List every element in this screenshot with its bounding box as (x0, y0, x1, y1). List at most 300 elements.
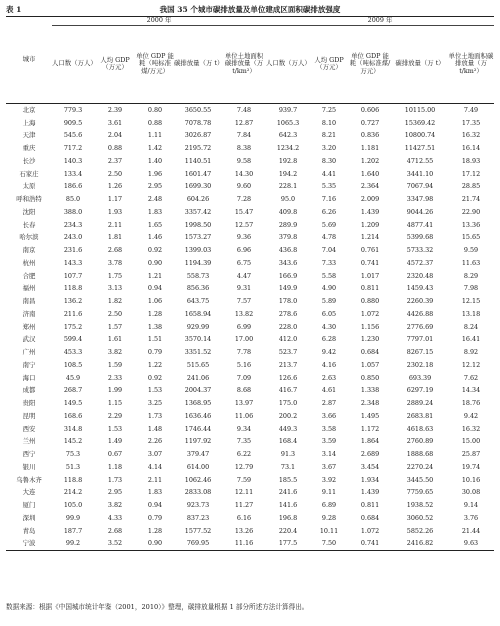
cell-value: 143.3 (63, 258, 83, 267)
cell-value: 1.75 (107, 271, 123, 280)
cell-value: 9.36 (236, 233, 252, 242)
cell-value: 3.67 (321, 462, 337, 471)
cell-value: 1.53 (107, 424, 123, 433)
cell-value: 3.13 (107, 284, 123, 293)
cell-value: 2.348 (360, 399, 380, 408)
cell-value: 51.3 (65, 462, 81, 471)
cell-value: 1.73 (107, 475, 123, 484)
cell-value: 14.30 (234, 169, 254, 178)
cell-value: 241.06 (186, 373, 210, 382)
cell-value: 379.8 (278, 233, 298, 242)
cell-value: 166.9 (278, 271, 298, 280)
table-row (6, 103, 494, 116)
cell-value: 15369.42 (404, 118, 436, 127)
cell-value: 12.79 (234, 462, 254, 471)
cell-value: 1.181 (360, 144, 380, 153)
cell-value: 7.49 (463, 105, 479, 114)
cell-value: 7.48 (236, 105, 252, 114)
cell-city: 南京 (22, 246, 36, 255)
cell-value: 3351.52 (184, 348, 212, 357)
table-title: 我国 35 个城市碳排放量及单位建成区面积碳排放强度 (159, 5, 341, 14)
table-row (6, 537, 494, 550)
cell-value: 1.48 (147, 424, 163, 433)
cell-value: 168.4 (278, 437, 298, 446)
col-header-gdp-2009: 人均 GDP（万元） (314, 55, 344, 72)
cell-city: 南宁 (22, 360, 36, 369)
cell-value: 1.017 (360, 271, 380, 280)
cell-value: 3.14 (321, 450, 337, 459)
table-row (6, 422, 494, 435)
cell-value: 7.25 (321, 105, 337, 114)
cell-value: 4.16 (321, 360, 337, 369)
cell-value: 15.47 (234, 207, 254, 216)
cell-value: 4712.55 (406, 156, 434, 165)
cell-value: 7078.78 (184, 118, 212, 127)
cell-city: 西安 (22, 424, 36, 433)
cell-value: 12.57 (234, 220, 254, 229)
cell-value: 0.761 (360, 246, 380, 255)
cell-value: 2.68 (107, 246, 123, 255)
cell-value: 21.44 (461, 526, 481, 535)
table-row (6, 435, 494, 448)
table-row (6, 410, 494, 423)
cell-value: 0.79 (147, 348, 163, 357)
cell-value: 449.3 (278, 424, 298, 433)
cell-value: 0.80 (147, 105, 163, 114)
cell-value: 1938.52 (406, 501, 434, 510)
cell-city: 呼和浩特 (16, 195, 42, 204)
cell-value: 6.75 (236, 258, 252, 267)
cell-value: 0.90 (147, 258, 163, 267)
cell-value: 16.41 (461, 335, 481, 344)
cell-value: 0.811 (360, 284, 380, 293)
cell-value: 1.59 (107, 360, 123, 369)
cell-value: 3026.87 (184, 131, 212, 140)
cell-value: 769.95 (186, 539, 210, 548)
cell-value: 1.15 (107, 399, 123, 408)
cell-value: 16.14 (461, 144, 481, 153)
cell-value: 5.16 (236, 360, 252, 369)
cell-value: 3650.55 (184, 105, 212, 114)
cell-value: 2.87 (321, 399, 337, 408)
cell-city: 西宁 (22, 450, 36, 459)
table-row (6, 282, 494, 295)
cell-value: 75.3 (65, 450, 81, 459)
cell-value: 4.90 (321, 284, 337, 293)
cell-value: 0.92 (147, 246, 163, 255)
col-header-intensity-2009: 单位土地面积碳排放量（万 t/km²） (448, 51, 494, 76)
cell-value: 453.3 (63, 348, 83, 357)
cell-value: 17.12 (461, 169, 481, 178)
table-row (6, 473, 494, 486)
cell-value: 28.85 (461, 182, 481, 191)
cell-value: 196.8 (278, 513, 298, 522)
cell-value: 1.96 (147, 169, 163, 178)
table-row (6, 448, 494, 461)
cell-value: 1194.39 (184, 258, 212, 267)
table-body (6, 103, 494, 550)
cell-value: 1062.46 (184, 475, 212, 484)
cell-value: 9044.26 (406, 207, 434, 216)
cell-value: 4.61 (321, 386, 337, 395)
cell-value: 3.61 (107, 118, 123, 127)
cell-city: 哈尔滨 (19, 233, 39, 242)
cell-value: 118.8 (63, 284, 83, 293)
cell-value: 1.439 (360, 207, 380, 216)
cell-value: 693.39 (408, 373, 432, 382)
cell-value: 436.8 (278, 246, 298, 255)
cell-value: 3060.52 (406, 513, 434, 522)
cell-city: 北京 (22, 105, 36, 114)
table-row (6, 116, 494, 129)
table-row (6, 155, 494, 168)
cell-value: 211.6 (63, 309, 83, 318)
cell-value: 1.072 (360, 526, 380, 535)
cell-value: 3.59 (321, 437, 337, 446)
cell-value: 234.3 (63, 220, 83, 229)
cell-value: 7.59 (236, 475, 252, 484)
cell-value: 105.0 (63, 501, 83, 510)
cell-city: 石家庄 (19, 169, 39, 178)
cell-value: 3.454 (360, 462, 380, 471)
cell-value: 278.6 (278, 309, 298, 318)
cell-value: 13.18 (461, 309, 481, 318)
cell-value: 8.30 (321, 156, 337, 165)
cell-value: 25.87 (461, 450, 481, 459)
cell-value: 186.6 (63, 182, 83, 191)
cell-value: 2.39 (107, 105, 123, 114)
cell-value: 3357.42 (184, 207, 212, 216)
cell-value: 140.3 (63, 156, 83, 165)
cell-value: 289.9 (278, 220, 298, 229)
cell-value: 923.73 (186, 501, 210, 510)
cell-value: 1.640 (360, 169, 380, 178)
cell-value: 1.42 (147, 144, 163, 153)
cell-value: 1.40 (147, 156, 163, 165)
cell-value: 1.057 (360, 360, 380, 369)
table-row (6, 308, 494, 321)
cell-value: 175.2 (63, 322, 83, 331)
cell-value: 3445.50 (406, 475, 434, 484)
cell-value: 9.14 (463, 501, 479, 510)
cell-value: 19.74 (461, 462, 481, 471)
cell-value: 7759.65 (406, 488, 434, 497)
cell-value: 545.6 (63, 131, 83, 140)
cell-value: 2.364 (360, 182, 380, 191)
cell-value: 149.5 (63, 399, 83, 408)
table-row (6, 486, 494, 499)
cell-value: 2.04 (107, 131, 123, 140)
cell-value: 91.3 (280, 450, 296, 459)
table-row (6, 142, 494, 155)
cell-value: 22.90 (461, 207, 481, 216)
cell-value: 99.2 (65, 539, 81, 548)
cell-value: 2.009 (360, 195, 380, 204)
cell-value: 17.35 (461, 118, 481, 127)
cell-value: 228.0 (278, 322, 298, 331)
cell-value: 5399.68 (406, 233, 434, 242)
cell-value: 7.16 (321, 195, 337, 204)
cell-value: 13.36 (461, 220, 481, 229)
cell-value: 8.24 (463, 322, 479, 331)
cell-value: 1.65 (147, 220, 163, 229)
cell-value: 2776.69 (406, 322, 434, 331)
cell-value: 6.26 (321, 207, 337, 216)
cell-value: 10.11 (319, 526, 339, 535)
cell-value: 929.99 (186, 322, 210, 331)
cell-city: 南昌 (22, 297, 36, 306)
cell-city: 合肥 (22, 271, 36, 280)
cell-city: 深圳 (22, 513, 36, 522)
cell-value: 1.21 (147, 271, 163, 280)
table-row (6, 524, 494, 537)
col-header-pop-2009: 人口数（万人） (266, 59, 311, 68)
cell-value: 2416.82 (406, 539, 434, 548)
cell-value: 2.48 (147, 195, 163, 204)
cell-value: 5.35 (321, 182, 337, 191)
cell-value: 837.23 (186, 513, 210, 522)
table-row (6, 499, 494, 512)
cell-value: 1998.50 (184, 220, 212, 229)
cell-value: 6.22 (236, 450, 252, 459)
table-row (6, 269, 494, 282)
table-row (6, 244, 494, 257)
cell-value: 1.73 (147, 411, 163, 420)
cell-value: 178.0 (278, 297, 298, 306)
cell-value: 2.11 (107, 220, 123, 229)
cell-value: 3441.10 (406, 169, 434, 178)
cell-value: 2.37 (107, 156, 123, 165)
cell-value: 2.95 (107, 488, 123, 497)
cell-value: 1.46 (147, 233, 163, 242)
cell-value: 187.7 (63, 526, 83, 535)
col-header-energy-2000: 单位 GDP 能耗（吨标准煤/万元） (136, 51, 174, 76)
table-row (6, 257, 494, 270)
cell-value: 939.7 (278, 105, 298, 114)
cell-value: 1.18 (107, 462, 123, 471)
cell-value: 13.97 (234, 399, 254, 408)
cell-value: 5.58 (321, 271, 337, 280)
cell-city: 重庆 (22, 144, 36, 153)
cell-value: 2.95 (147, 182, 163, 191)
cell-value: 4618.63 (406, 424, 434, 433)
cell-value: 7.28 (236, 195, 252, 204)
cell-city: 兰州 (22, 437, 36, 446)
cell-value: 643.75 (186, 297, 210, 306)
cell-city: 海口 (22, 373, 36, 382)
emissions-table (6, 16, 494, 551)
cell-value: 9.58 (236, 156, 252, 165)
cell-value: 2.50 (107, 309, 123, 318)
cell-value: 4.30 (321, 322, 337, 331)
table-row (6, 295, 494, 308)
cell-value: 7.35 (236, 437, 252, 446)
cell-value: 1399.03 (184, 246, 212, 255)
cell-value: 3.25 (147, 399, 163, 408)
cell-value: 1.26 (107, 182, 123, 191)
cell-city: 武汉 (22, 335, 36, 344)
cell-value: 7.57 (236, 297, 252, 306)
cell-value: 7.98 (463, 284, 479, 293)
cell-city: 昆明 (22, 411, 36, 420)
cell-city: 沈阳 (22, 207, 36, 216)
cell-city: 青岛 (22, 526, 36, 535)
cell-value: 1.22 (147, 360, 163, 369)
cell-value: 1.83 (147, 207, 163, 216)
cell-value: 1.82 (107, 297, 123, 306)
cell-value: 0.92 (147, 373, 163, 382)
cell-value: 11.27 (234, 501, 254, 510)
cell-value: 1699.30 (184, 182, 212, 191)
cell-value: 0.94 (147, 284, 163, 293)
table-header (6, 4, 494, 16)
cell-value: 2302.18 (406, 360, 434, 369)
cell-value: 388.0 (63, 207, 83, 216)
col-header-energy-2009: 单位 GDP 能耗（吨标准煤/万元） (349, 51, 391, 76)
cell-value: 0.850 (360, 373, 380, 382)
cell-value: 642.3 (278, 131, 298, 140)
cell-value: 1234.2 (276, 144, 300, 153)
cell-value: 9.42 (321, 348, 337, 357)
cell-value: 1065.3 (276, 118, 300, 127)
cell-value: 0.741 (360, 539, 380, 548)
cell-city: 太原 (22, 182, 36, 191)
cell-value: 6.16 (236, 513, 252, 522)
cell-value: 604.26 (186, 195, 210, 204)
cell-value: 7.62 (463, 373, 479, 382)
source-note: 数据来源：根据《中国城市统计年鉴（2001，2010）》整理，碳排放量根据 1 部分所述方法计算得出。 (6, 603, 309, 611)
col-header-carbon-2000: 碳排放量（万 t） (174, 59, 224, 68)
cell-value: 6.89 (321, 501, 337, 510)
cell-value: 177.5 (278, 539, 298, 548)
cell-value: 0.606 (360, 105, 380, 114)
cell-value: 1.172 (360, 424, 380, 433)
cell-value: 0.90 (147, 539, 163, 548)
cell-value: 18.76 (461, 399, 481, 408)
cell-value: 9.31 (236, 284, 252, 293)
cell-value: 4.14 (147, 462, 163, 471)
cell-value: 1.214 (360, 233, 380, 242)
cell-value: 3.52 (107, 539, 123, 548)
cell-city: 上海 (22, 118, 36, 127)
cell-value: 45.9 (65, 373, 81, 382)
table-row (6, 320, 494, 333)
cell-city: 厦门 (22, 501, 36, 510)
cell-value: 107.7 (63, 271, 83, 280)
cell-value: 14.34 (461, 386, 481, 395)
cell-value: 15.65 (461, 233, 481, 242)
cell-value: 21.74 (461, 195, 481, 204)
cell-value: 1.230 (360, 335, 380, 344)
cell-value: 15.00 (461, 437, 481, 446)
cell-value: 9.34 (236, 424, 252, 433)
cell-value: 2195.72 (184, 144, 212, 153)
cell-value: 1.17 (107, 195, 123, 204)
cell-value: 8.29 (463, 271, 479, 280)
cell-value: 2260.39 (406, 297, 434, 306)
cell-value: 7.33 (321, 258, 337, 267)
table-row (6, 193, 494, 206)
table-row (6, 346, 494, 359)
cell-value: 200.2 (278, 411, 298, 420)
cell-value: 1636.46 (184, 411, 212, 420)
cell-value: 0.94 (147, 501, 163, 510)
cell-value: 9.11 (321, 488, 337, 497)
cell-value: 3.82 (107, 348, 123, 357)
cell-value: 5733.32 (406, 246, 434, 255)
cell-value: 241.6 (278, 488, 298, 497)
cell-value: 4877.41 (406, 220, 434, 229)
cell-value: 856.36 (186, 284, 210, 293)
cell-value: 2833.08 (184, 488, 212, 497)
cell-value: 1.072 (360, 309, 380, 318)
cell-value: 6.99 (236, 322, 252, 331)
cell-value: 1888.68 (406, 450, 434, 459)
cell-value: 1.61 (107, 335, 123, 344)
cell-value: 10115.00 (404, 105, 436, 114)
cell-value: 1.209 (360, 220, 380, 229)
cell-value: 3.76 (463, 513, 479, 522)
cell-city: 杭州 (22, 258, 36, 267)
cell-value: 1.338 (360, 386, 380, 395)
cell-value: 9.42 (463, 411, 479, 420)
cell-value: 2.29 (107, 411, 123, 420)
cell-value: 16.32 (461, 424, 481, 433)
cell-value: 136.2 (63, 297, 83, 306)
cell-value: 3.66 (321, 411, 337, 420)
cell-value: 1.51 (147, 335, 163, 344)
cell-value: 30.08 (461, 488, 481, 497)
table-row (6, 231, 494, 244)
cell-value: 2.11 (147, 475, 163, 484)
cell-city: 济南 (22, 309, 36, 318)
cell-city: 成都 (22, 386, 36, 395)
table-row (6, 218, 494, 231)
cell-value: 12.12 (461, 360, 481, 369)
cell-value: 0.88 (107, 144, 123, 153)
cell-value: 2320.48 (406, 271, 434, 280)
cell-value: 2.33 (107, 373, 123, 382)
cell-value: 4426.88 (406, 309, 434, 318)
cell-value: 599.4 (63, 335, 83, 344)
cell-value: 2270.24 (406, 462, 434, 471)
cell-value: 220.4 (278, 526, 298, 535)
cell-city: 福州 (22, 284, 36, 293)
cell-value: 213.7 (278, 360, 298, 369)
cell-value: 0.811 (360, 501, 380, 510)
cell-value: 5852.26 (406, 526, 434, 535)
cell-value: 1197.92 (184, 437, 212, 446)
cell-city: 长春 (22, 220, 36, 229)
cell-value: 314.8 (63, 424, 83, 433)
cell-value: 3.58 (321, 424, 337, 433)
cell-value: 9.59 (463, 246, 479, 255)
cell-value: 18.93 (461, 156, 481, 165)
cell-value: 2760.89 (406, 437, 434, 446)
cell-value: 1577.52 (184, 526, 212, 535)
cell-value: 412.0 (278, 335, 298, 344)
cell-value: 10.16 (461, 475, 481, 484)
cell-value: 228.1 (278, 182, 298, 191)
cell-value: 126.6 (278, 373, 298, 382)
cell-value: 4.47 (236, 271, 252, 280)
cell-value: 2683.81 (406, 411, 434, 420)
table-row (6, 206, 494, 219)
cell-value: 9.28 (321, 513, 337, 522)
col-header-gdp-2000: 人均 GDP（万元） (100, 55, 130, 72)
cell-value: 1.53 (147, 386, 163, 395)
cell-value: 4.41 (321, 169, 337, 178)
